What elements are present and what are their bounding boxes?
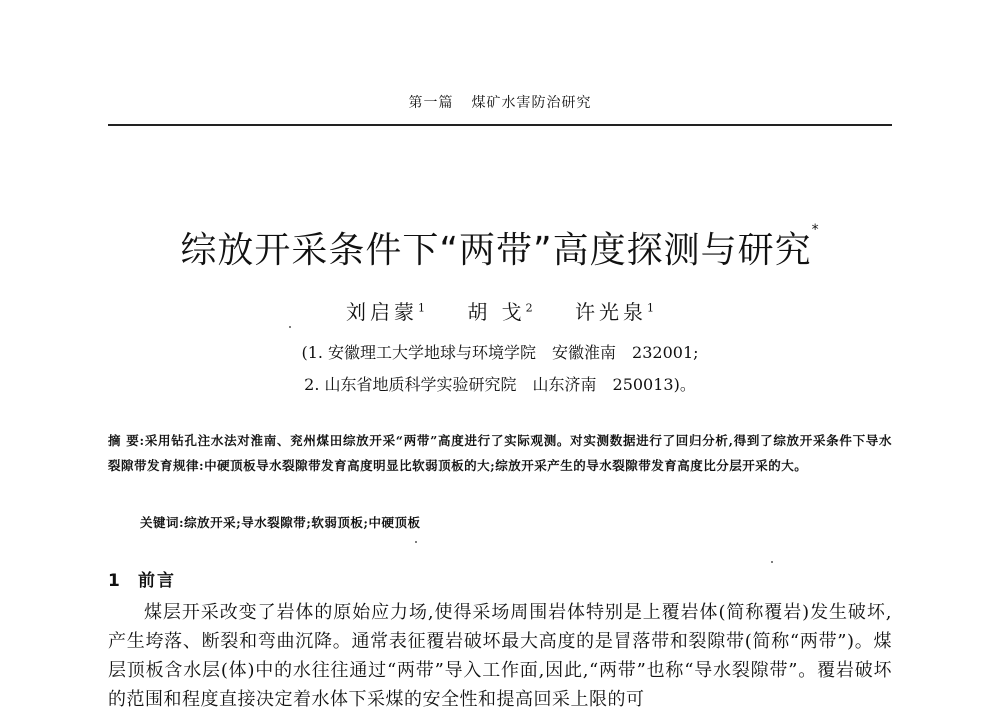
author-list (108, 296, 892, 325)
title-text: 综放开采条件下“两带”高度探测与研究 (180, 230, 812, 271)
abstract (108, 428, 892, 478)
author (346, 296, 425, 325)
author-name: 胡 戈 (467, 300, 526, 324)
author (575, 296, 654, 325)
scan-speck (771, 561, 773, 563)
author-affil-mark: 1 (647, 301, 655, 315)
keywords-label: 关键词: (140, 515, 185, 530)
running-head-part: 第一篇 (408, 95, 454, 111)
abstract-text: 采用钻孔注水法对淮南、兖州煤田综放开采“两带”高度进行了实际观测。对实测数据进行了回归分析,得到了综放开采条件下导水裂隙带发育规律:中硬顶板导水裂隙带发育高度明显比软弱顶板的大;综放开采产生的导水裂隙带发育高度比分层开采的大。 (108, 433, 893, 473)
author (467, 296, 532, 325)
author-affil-mark: 2 (525, 301, 533, 315)
running-head (108, 92, 892, 112)
affiliation-2: 2. 山东省地质科学实验研究院 山东济南 250013)。 (304, 375, 696, 394)
author-name: 许光泉 (575, 300, 648, 324)
keywords-text: 综放开采;导水裂隙带;软弱顶板;中硬顶板 (184, 515, 421, 530)
scan-speck (289, 326, 291, 328)
title-footnote-mark: * (811, 222, 820, 238)
header-rule (108, 124, 892, 126)
keywords (140, 513, 892, 531)
scan-speck (415, 541, 417, 543)
body-paragraph: 煤层开采改变了岩体的原始应力场,使得采场周围岩体特别是上覆岩体(简称覆岩)发生破坏,产生垮落、断裂和弯曲沉降。通常表征覆岩破坏最大高度的是冒落带和裂隙带(简称“两带”)。煤层顶板含水层(体)中的水往往通过“两带”导入工作面,因此,“两带”也称“导水裂隙带”。覆岩破坏的范围和程度直接决定着水体下采煤的安全性和提高回采上限的可 (108, 602, 892, 710)
section-title: 前言 (138, 571, 176, 591)
paper-title (108, 222, 892, 273)
running-head-section: 煤矿水害防治研究 (471, 95, 592, 111)
section-number: 1 (108, 571, 122, 591)
author-name: 刘启蒙 (345, 300, 418, 324)
author-affil-mark: 1 (417, 301, 425, 315)
affiliation-1: (1. 安徽理工大学地球与环境学院 安徽淮南 232001; (301, 343, 699, 362)
abstract-label: 摘 要: (108, 433, 145, 448)
section-heading (108, 566, 176, 591)
